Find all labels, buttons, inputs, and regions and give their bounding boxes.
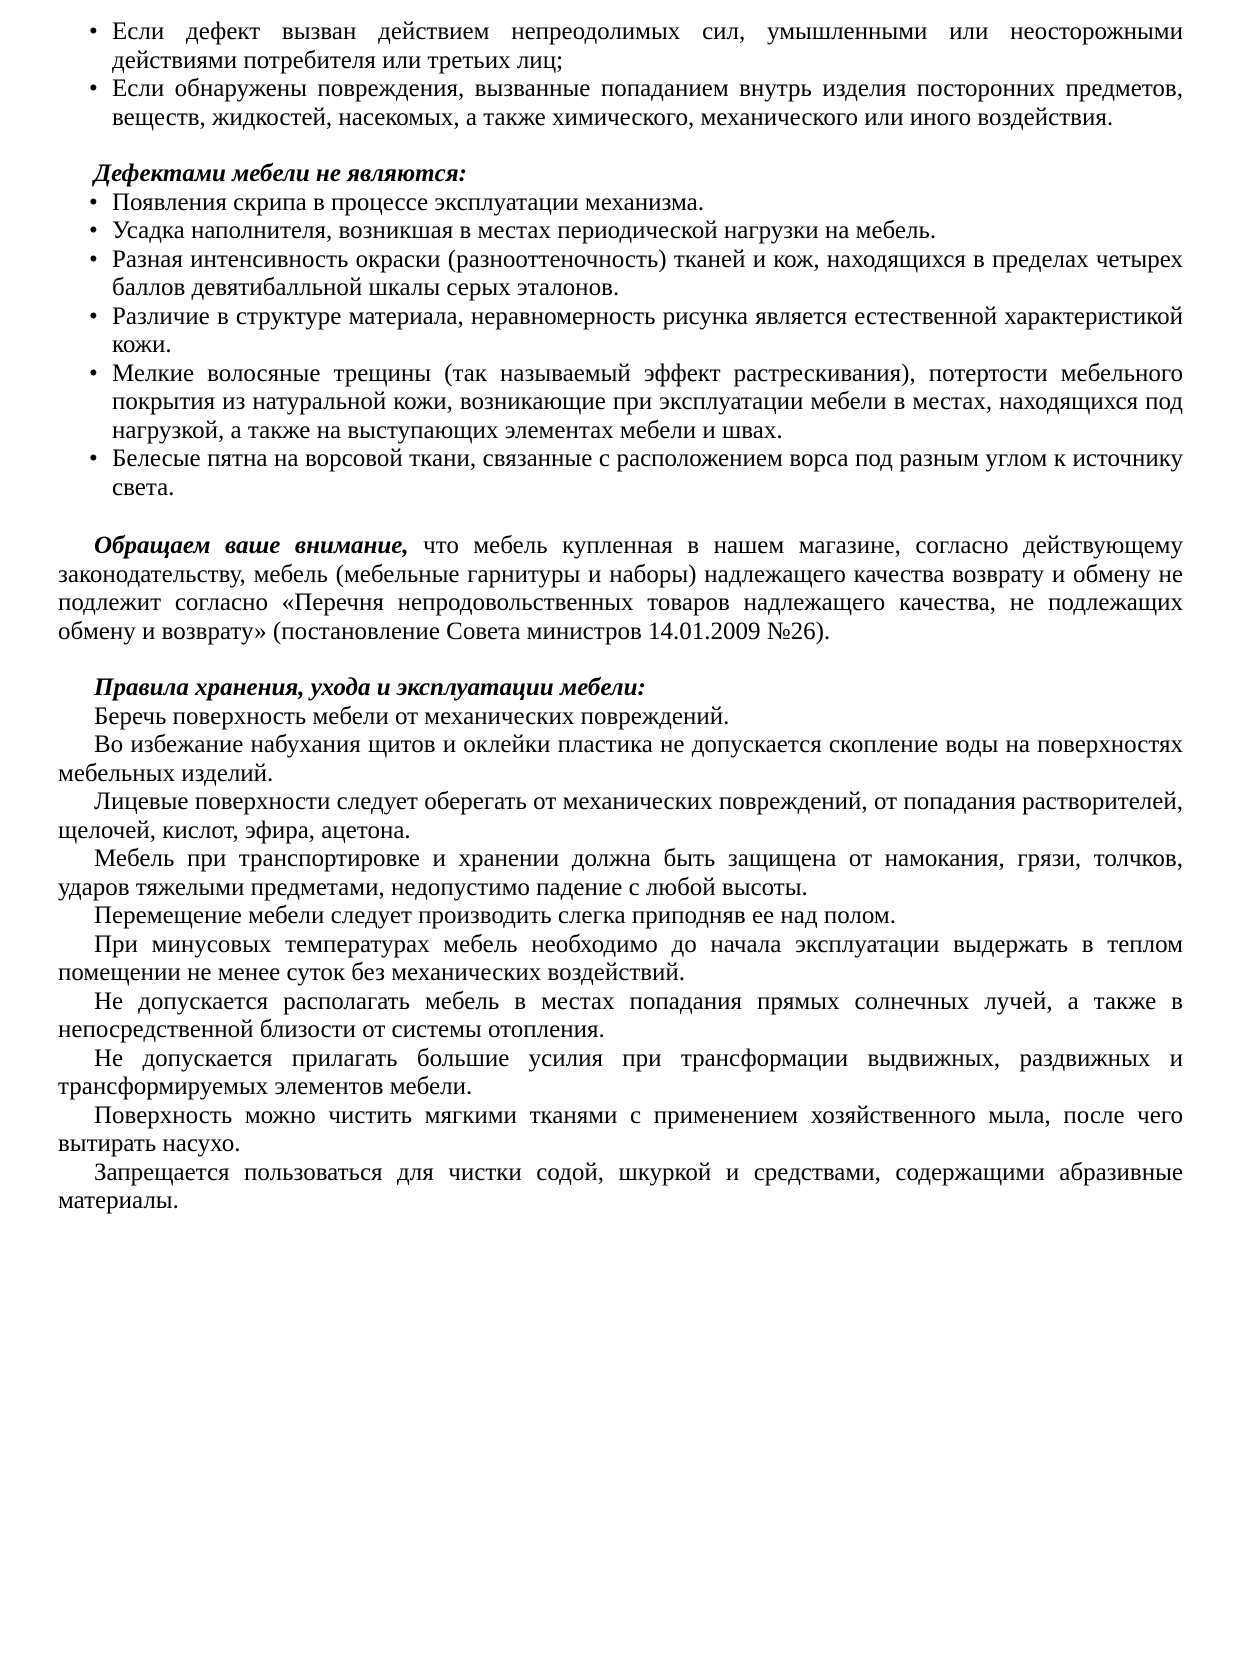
attention-lead-text: Обращаем ваше внимание, — [94, 532, 409, 559]
attention-body-text: что мебель купленная в нашем магазине, согласно действующему законодательству, мебель (мебельные гарнитуры и наборы) надлежащего качества возврату и обмену не подлежит согласно «Перечня непродовольственных товаров надлежащего качества, не подлежащих обмену и возврату» (постановление Совета министров 14.01.2009 №26). — [58, 532, 1183, 645]
rules-paragraph: Не допускается прилагать большие усилия при трансформации выдвижных, раздвижных и трансформируемых элементов мебели. — [58, 1044, 1183, 1100]
list-item-text: Белесые пятна на ворсовой ткани, связанные с расположением ворса под разным углом к источнику света. — [112, 445, 1183, 501]
rules-paragraph: Поверхность можно чистить мягкими тканями с применением хозяйственного мыла, после чего вытирать насухо. — [58, 1101, 1183, 1157]
list-item-text: Разная интенсивность окраски (разнооттеночность) тканей и кож, находящихся в пределах четырех баллов девятибалльной шкалы серых эталонов. — [112, 245, 1183, 301]
list-item — [58, 360, 1183, 446]
list-item — [58, 246, 1183, 303]
defects-section-heading: Дефектами мебели не являются: — [94, 160, 467, 187]
attention-paragraph — [58, 532, 1183, 646]
list-item-text: Если обнаружены повреждения, вызванные попаданием внутрь изделия посторонних предметов, веществ, жидкостей, насекомых, а также химического, механического или иного воздействия. — [112, 75, 1183, 131]
warranty-exclusions-list — [58, 18, 1183, 132]
defects-list — [58, 189, 1183, 503]
list-item-text: Усадка наполнителя, возникшая в местах периодической нагрузки на мебель. — [112, 217, 937, 244]
rules-paragraph: Во избежание набухания щитов и оклейки пластика не допускается скопление воды на поверхностях мебельных изделий. — [58, 731, 1183, 787]
list-item — [58, 303, 1183, 360]
list-item — [58, 189, 1183, 218]
rules-paragraph: Мебель при транспортировке и хранении должна быть защищена от намокания, грязи, толчков, ударов тяжелыми предметами, недопустимо падение с любой высоты. — [58, 845, 1183, 901]
list-item-text: Появления скрипа в процессе эксплуатации механизма. — [112, 188, 705, 216]
list-item — [58, 445, 1183, 502]
list-item-text: Если дефект вызван действием непреодолимых сил, умышленными или неосторожными действиями потребителя или третьих лиц; — [112, 18, 1183, 74]
rules-section-heading: Правила хранения, ухода и эксплуатации мебели: — [94, 674, 646, 701]
list-item-text: Мелкие волосяные трещины (так называемый эффект растрескивания), потертости мебельного покрытия из натуральной кожи, возникающие при эксплуатации мебели в местах, находящихся под нагрузкой, а также на выступающих элементах мебели и швах. — [112, 359, 1183, 444]
list-item-text: Различие в структуре материала, неравномерность рисунка является естественной характеристикой кожи. — [112, 302, 1183, 358]
list-item — [58, 75, 1183, 132]
rules-paragraph: Лицевые поверхности следует оберегать от механических повреждений, от попадания растворителей, щелочей, кислот, эфира, ацетона. — [58, 788, 1183, 844]
rules-paragraph: Запрещается пользоваться для чистки содой, шкуркой и средствами, содержащими абразивные материалы. — [58, 1158, 1183, 1214]
list-item — [58, 18, 1183, 75]
rules-paragraph: Перемещение мебели следует производить слегка приподняв ее над полом. — [94, 902, 896, 929]
rules-paragraph: Не допускается располагать мебель в местах попадания прямых солнечных лучей, а также в непосредственной близости от системы отопления. — [58, 987, 1183, 1043]
rules-paragraph: Беречь поверхность мебели от механических повреждений. — [94, 702, 730, 730]
list-item — [58, 217, 1183, 246]
rules-paragraph: При минусовых температурах мебель необходимо до начала эксплуатации выдержать в теплом помещении не менее суток без механических воздействий. — [58, 930, 1183, 986]
